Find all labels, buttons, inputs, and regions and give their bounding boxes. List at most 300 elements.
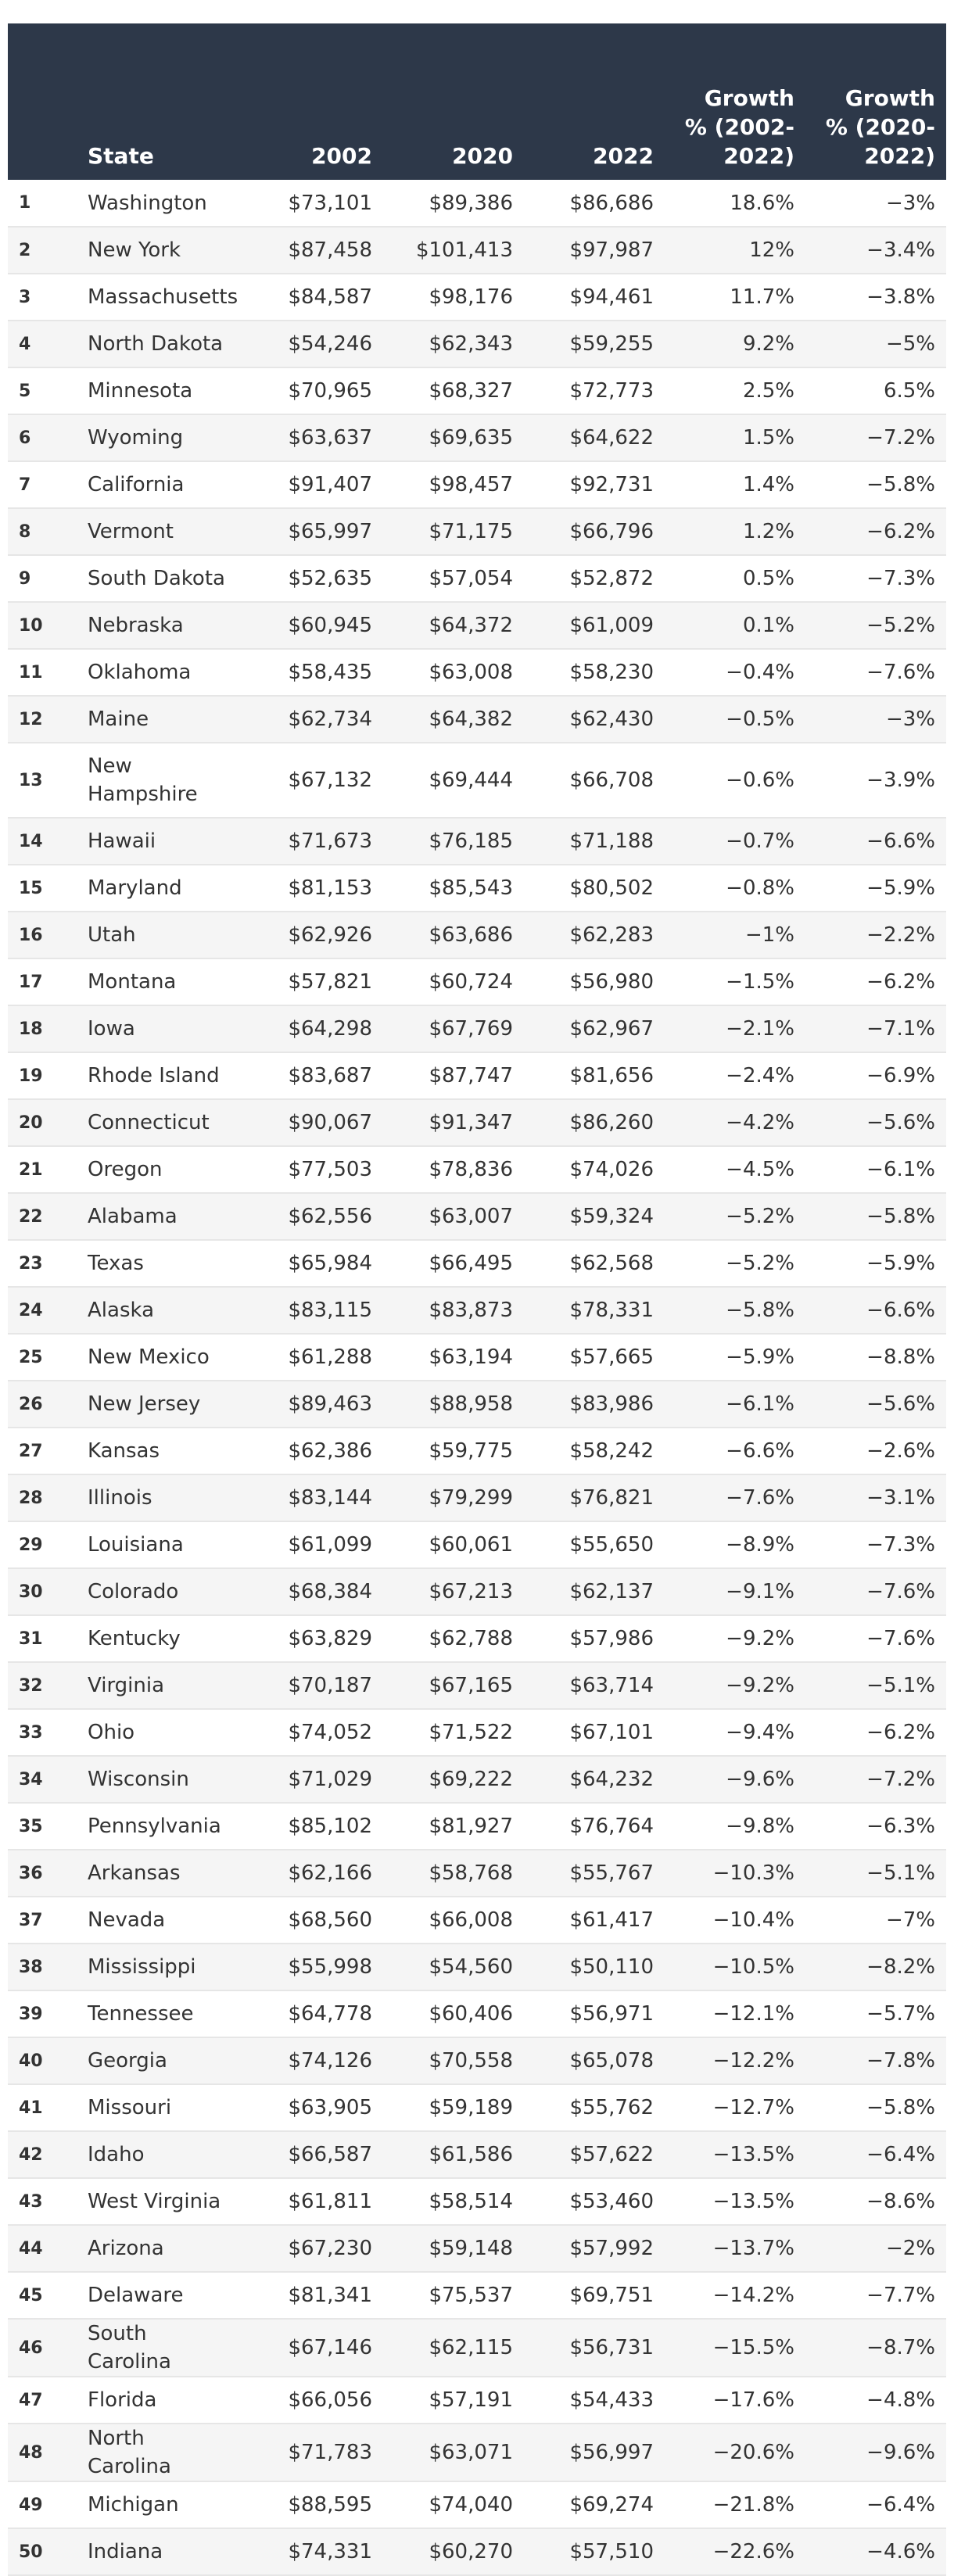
cell-2022: $62,283	[569, 923, 654, 947]
cell-state: Indiana	[88, 2540, 163, 2563]
cell-2022: $61,009	[569, 614, 654, 637]
cell-state: Montana	[88, 970, 177, 994]
cell-rank: 18	[19, 1019, 43, 1039]
cell-rank: 1	[19, 193, 31, 213]
cell-2020: $87,747	[429, 1064, 513, 1087]
cell-2002: $81,341	[288, 2284, 372, 2307]
cell-growth-2020-2022: −6.1%	[866, 1158, 935, 1181]
cell-growth-2002-2022: −2.1%	[726, 1017, 794, 1041]
cell-rank: 17	[19, 972, 43, 992]
header-rank	[8, 23, 86, 180]
cell-2002: $70,965	[288, 379, 372, 403]
cell-state: California	[88, 473, 185, 496]
cell-rank: 40	[19, 2051, 43, 2071]
cell-rank: 29	[19, 1535, 43, 1555]
cell-2002: $61,288	[288, 1345, 372, 1369]
table-row	[8, 649, 946, 696]
cell-2022: $78,331	[569, 1299, 654, 1322]
cell-rank: 24	[19, 1300, 43, 1320]
cell-rank: 38	[19, 1957, 43, 1977]
table-row	[8, 555, 946, 602]
cell-2020: $63,194	[429, 1345, 513, 1369]
cell-state: Michigan	[88, 2493, 179, 2517]
cell-growth-2002-2022: −9.4%	[726, 1721, 794, 1744]
table-row	[8, 1897, 946, 1944]
cell-2022: $53,460	[569, 2190, 654, 2213]
cell-state: North Dakota	[88, 332, 224, 356]
cell-2022: $55,767	[569, 1861, 654, 1885]
cell-growth-2002-2022: −5.2%	[726, 1252, 794, 1275]
cell-growth-2002-2022: −15.5%	[712, 2336, 794, 2359]
cell-growth-2020-2022: −7.3%	[866, 1533, 935, 1557]
table-row	[8, 2225, 946, 2272]
cell-growth-2020-2022: −6.2%	[866, 970, 935, 994]
cell-2002: $91,407	[288, 473, 372, 496]
cell-growth-2002-2022: −8.9%	[726, 1533, 794, 1557]
cell-2022: $69,751	[569, 2284, 654, 2307]
cell-rank: 12	[19, 709, 43, 729]
cell-growth-2020-2022: −6.6%	[866, 1299, 935, 1322]
cell-rank: 14	[19, 831, 43, 851]
cell-2020: $66,008	[429, 1908, 513, 1932]
cell-2022: $62,568	[569, 1252, 654, 1275]
cell-2022: $97,987	[569, 238, 654, 262]
cell-growth-2020-2022: −7.1%	[866, 1017, 935, 1041]
table-row	[8, 367, 946, 414]
cell-2020: $59,189	[429, 2096, 513, 2119]
cell-growth-2002-2022: −0.4%	[726, 661, 794, 684]
cell-growth-2020-2022: −7.2%	[866, 1768, 935, 1791]
cell-state: Maine	[88, 708, 149, 731]
cell-state: Arizona	[88, 2237, 164, 2260]
cell-2002: $57,821	[288, 970, 372, 994]
cell-growth-2002-2022: −12.2%	[712, 2049, 794, 2073]
cell-2022: $62,430	[569, 708, 654, 731]
cell-state: Tennessee	[88, 2002, 194, 2026]
cell-growth-2002-2022: −12.7%	[712, 2096, 794, 2119]
cell-2022: $56,980	[569, 970, 654, 994]
cell-growth-2002-2022: −6.1%	[726, 1392, 794, 1416]
cell-2002: $62,166	[288, 1861, 372, 1885]
cell-rank: 23	[19, 1253, 43, 1274]
cell-growth-2020-2022: −7%	[885, 1908, 935, 1932]
table-row	[8, 2424, 946, 2481]
table-row	[8, 1381, 946, 1428]
cell-growth-2020-2022: −5.1%	[866, 1674, 935, 1697]
cell-growth-2002-2022: 1.4%	[742, 473, 794, 496]
cell-growth-2020-2022: −7.6%	[866, 1627, 935, 1650]
cell-2022: $56,971	[569, 2002, 654, 2026]
cell-growth-2020-2022: −5.1%	[866, 1861, 935, 1885]
cell-growth-2002-2022: −13.5%	[712, 2143, 794, 2166]
cell-2020: $63,686	[429, 923, 513, 947]
cell-growth-2002-2022: −21.8%	[712, 2493, 794, 2517]
cell-2002: $70,187	[288, 1674, 372, 1697]
cell-2020: $62,115	[429, 2336, 513, 2359]
cell-growth-2002-2022: −0.5%	[726, 708, 794, 731]
cell-2002: $89,463	[288, 1392, 372, 1416]
cell-growth-2020-2022: −5.9%	[866, 876, 935, 900]
cell-rank: 28	[19, 1488, 43, 1508]
cell-2002: $67,146	[288, 2336, 372, 2359]
cell-state: New Mexico	[88, 1345, 210, 1369]
cell-2022: $50,110	[569, 1955, 654, 1979]
cell-growth-2002-2022: 2.5%	[742, 379, 794, 403]
cell-state: Wyoming	[88, 426, 184, 450]
header-2022[interactable]: 2022	[593, 143, 654, 169]
cell-rank: 41	[19, 2098, 43, 2118]
cell-2022: $65,078	[569, 2049, 654, 2073]
cell-growth-2020-2022: −7.7%	[866, 2284, 935, 2307]
cell-growth-2002-2022: 1.2%	[742, 520, 794, 543]
cell-growth-2002-2022: −12.1%	[712, 2002, 794, 2026]
cell-2020: $67,769	[429, 1017, 513, 1041]
cell-growth-2020-2022: −3%	[885, 708, 935, 731]
table-row	[8, 1052, 946, 1099]
cell-rank: 27	[19, 1441, 43, 1461]
cell-growth-2002-2022: −5.8%	[726, 1299, 794, 1322]
cell-2020: $62,788	[429, 1627, 513, 1650]
cell-growth-2020-2022: −5.2%	[866, 614, 935, 637]
cell-rank: 46	[19, 2338, 43, 2358]
cell-growth-2020-2022: −6.3%	[866, 1815, 935, 1838]
cell-growth-2002-2022: −17.6%	[712, 2388, 794, 2412]
cell-state: Virginia	[88, 1674, 165, 1697]
cell-growth-2020-2022: −8.8%	[866, 1345, 935, 1369]
cell-rank: 47	[19, 2390, 43, 2410]
cell-2022: $86,260	[569, 1111, 654, 1134]
cell-2002: $55,998	[288, 1955, 372, 1979]
cell-2020: $54,560	[429, 1955, 513, 1979]
cell-rank: 35	[19, 1816, 43, 1836]
cell-2022: $58,242	[569, 1439, 654, 1463]
cell-growth-2002-2022: −9.8%	[726, 1815, 794, 1838]
cell-growth-2020-2022: −5.6%	[866, 1392, 935, 1416]
cell-2002: $52,635	[288, 567, 372, 590]
table-body	[8, 180, 946, 2575]
table-row	[8, 2037, 946, 2084]
table-row	[8, 321, 946, 367]
table-row	[8, 1005, 946, 1052]
table-row	[8, 1193, 946, 1240]
cell-2002: $85,102	[288, 1815, 372, 1838]
cell-growth-2002-2022: −20.6%	[712, 2441, 794, 2464]
cell-2020: $66,495	[429, 1252, 513, 1275]
cell-state: Nebraska	[88, 614, 184, 637]
cell-state: Arkansas	[88, 1861, 181, 1885]
cell-2002: $83,144	[288, 1486, 372, 1510]
cell-2020: $83,873	[429, 1299, 513, 1322]
cell-state: New York	[88, 238, 181, 262]
cell-rank: 49	[19, 2495, 43, 2515]
cell-growth-2020-2022: −5.7%	[866, 2002, 935, 2026]
cell-growth-2002-2022: −0.8%	[726, 876, 794, 900]
cell-state: Georgia	[88, 2049, 167, 2073]
cell-2002: $66,056	[288, 2388, 372, 2412]
cell-2022: $57,622	[569, 2143, 654, 2166]
cell-state: Idaho	[88, 2143, 145, 2166]
cell-state: Oklahoma	[88, 661, 192, 684]
cell-2022: $72,773	[569, 379, 654, 403]
cell-rank: 4	[19, 334, 31, 354]
cell-rank: 5	[19, 381, 31, 401]
cell-2020: $69,635	[429, 426, 513, 450]
cell-growth-2020-2022: −5%	[885, 332, 935, 356]
cell-rank: 43	[19, 2191, 43, 2212]
cell-growth-2002-2022: −9.2%	[726, 1674, 794, 1697]
cell-2020: $79,299	[429, 1486, 513, 1510]
cell-2022: $62,967	[569, 1017, 654, 1041]
cell-state: Oregon	[88, 1158, 163, 1181]
cell-state: Iowa	[88, 1017, 135, 1041]
cell-2022: $94,461	[569, 285, 654, 309]
cell-2002: $60,945	[288, 614, 372, 637]
cell-growth-2002-2022: −13.5%	[712, 2190, 794, 2213]
cell-2002: $65,997	[288, 520, 372, 543]
cell-2002: $54,246	[288, 332, 372, 356]
cell-state: South Carolina	[88, 2322, 171, 2374]
cell-growth-2002-2022: −9.2%	[726, 1627, 794, 1650]
cell-growth-2020-2022: −5.8%	[866, 1205, 935, 1228]
cell-growth-2002-2022: −22.6%	[712, 2540, 794, 2563]
cell-2020: $58,514	[429, 2190, 513, 2213]
cell-2020: $60,724	[429, 970, 513, 994]
cell-growth-2020-2022: −6.6%	[866, 829, 935, 853]
cell-growth-2020-2022: −6.4%	[866, 2493, 935, 2517]
cell-2022: $81,656	[569, 1064, 654, 1087]
cell-2002: $62,386	[288, 1439, 372, 1463]
cell-growth-2002-2022: −5.2%	[726, 1205, 794, 1228]
cell-2002: $74,126	[288, 2049, 372, 2073]
cell-2022: $61,417	[569, 1908, 654, 1932]
cell-growth-2020-2022: −6.4%	[866, 2143, 935, 2166]
cell-2022: $57,510	[569, 2540, 654, 2563]
cell-2002: $74,331	[288, 2540, 372, 2563]
cell-2022: $58,230	[569, 661, 654, 684]
header-row	[8, 23, 946, 180]
cell-2020: $68,327	[429, 379, 513, 403]
cell-rank: 20	[19, 1112, 43, 1133]
cell-2002: $83,115	[288, 1299, 372, 1322]
cell-2022: $64,622	[569, 426, 654, 450]
cell-2022: $74,026	[569, 1158, 654, 1181]
table-row	[8, 1756, 946, 1803]
cell-2022: $86,686	[569, 191, 654, 215]
cell-2022: $76,764	[569, 1815, 654, 1838]
cell-2020: $67,213	[429, 1580, 513, 1603]
cell-rank: 37	[19, 1910, 43, 1930]
cell-rank: 31	[19, 1628, 43, 1649]
cell-state: Massachusetts	[88, 285, 238, 309]
cell-2020: $59,775	[429, 1439, 513, 1463]
cell-growth-2020-2022: −6.9%	[866, 1064, 935, 1087]
cell-growth-2020-2022: −3.9%	[866, 769, 935, 792]
cell-growth-2002-2022: 12%	[749, 238, 794, 262]
cell-2020: $61,586	[429, 2143, 513, 2166]
cell-2020: $57,191	[429, 2388, 513, 2412]
table-row	[8, 865, 946, 912]
cell-rank: 42	[19, 2144, 43, 2165]
cell-growth-2020-2022: −5.8%	[866, 473, 935, 496]
table-row	[8, 1850, 946, 1897]
cell-2002: $81,153	[288, 876, 372, 900]
cell-2020: $71,175	[429, 520, 513, 543]
cell-growth-2020-2022: −4.8%	[866, 2388, 935, 2412]
cell-2002: $67,132	[288, 769, 372, 792]
cell-state: Texas	[88, 1252, 144, 1275]
table-row	[8, 1428, 946, 1474]
table-row	[8, 2377, 946, 2424]
cell-2020: $74,040	[429, 2493, 513, 2517]
cell-2002: $62,556	[288, 1205, 372, 1228]
cell-2002: $58,435	[288, 661, 372, 684]
header-growth-2002-2022[interactable]: Growth % (2002-2022)	[684, 85, 794, 169]
cell-2020: $67,165	[429, 1674, 513, 1697]
cell-2002: $63,829	[288, 1627, 372, 1650]
table-row	[8, 696, 946, 743]
table-row	[8, 1990, 946, 2037]
cell-rank: 30	[19, 1582, 43, 1602]
header-state[interactable]: State	[88, 143, 154, 169]
cell-rank: 8	[19, 521, 31, 542]
cell-2002: $74,052	[288, 1721, 372, 1744]
cell-2002: $71,673	[288, 829, 372, 853]
cell-state: Kentucky	[88, 1627, 181, 1650]
cell-2020: $59,148	[429, 2237, 513, 2260]
cell-2020: $75,537	[429, 2284, 513, 2307]
cell-2020: $64,372	[429, 614, 513, 637]
cell-growth-2002-2022: −0.7%	[726, 829, 794, 853]
cell-rank: 7	[19, 475, 31, 495]
cell-rank: 9	[19, 568, 31, 589]
cell-state: Florida	[88, 2388, 157, 2412]
cell-state: Missouri	[88, 2096, 172, 2119]
header-growth-2020-2022[interactable]: Growth % (2020-2022)	[825, 85, 935, 169]
cell-2002: $64,298	[288, 1017, 372, 1041]
cell-rank: 39	[19, 2004, 43, 2024]
table-row	[8, 912, 946, 958]
cell-2020: $69,444	[429, 769, 513, 792]
cell-2002: $73,101	[288, 191, 372, 215]
cell-growth-2020-2022: 6.5%	[883, 379, 935, 403]
cell-state: Alabama	[88, 1205, 178, 1228]
cell-2022: $59,324	[569, 1205, 654, 1228]
cell-rank: 21	[19, 1159, 43, 1180]
cell-2022: $67,101	[569, 1721, 654, 1744]
cell-2002: $66,587	[288, 2143, 372, 2166]
cell-rank: 10	[19, 615, 43, 636]
table-row	[8, 2319, 946, 2377]
cell-2002: $87,458	[288, 238, 372, 262]
header-2020[interactable]: 2020	[452, 143, 513, 169]
cell-rank: 3	[19, 287, 31, 307]
cell-2022: $92,731	[569, 473, 654, 496]
cell-rank: 44	[19, 2238, 43, 2259]
table-row	[8, 1662, 946, 1709]
table-row	[8, 2272, 946, 2319]
cell-state: Kansas	[88, 1439, 160, 1463]
cell-rank: 6	[19, 428, 31, 448]
cell-growth-2020-2022: −3.8%	[866, 285, 935, 309]
cell-growth-2002-2022: 0.5%	[742, 567, 794, 590]
cell-2022: $80,502	[569, 876, 654, 900]
data-table-container	[8, 23, 946, 2576]
cell-2020: $101,413	[415, 238, 513, 262]
table-row	[8, 602, 946, 649]
cell-2002: $71,029	[288, 1768, 372, 1791]
cell-2020: $69,222	[429, 1768, 513, 1791]
cell-growth-2002-2022: −2.4%	[726, 1064, 794, 1087]
cell-2022: $59,255	[569, 332, 654, 356]
cell-2020: $64,382	[429, 708, 513, 731]
cell-2020: $89,386	[429, 191, 513, 215]
cell-2002: $83,687	[288, 1064, 372, 1087]
cell-growth-2002-2022: −14.2%	[712, 2284, 794, 2307]
cell-2020: $62,343	[429, 332, 513, 356]
header-2002[interactable]: 2002	[311, 143, 372, 169]
cell-2020: $60,061	[429, 1533, 513, 1557]
table-row	[8, 743, 946, 818]
cell-2002: $88,595	[288, 2493, 372, 2517]
cell-growth-2020-2022: −8.2%	[866, 1955, 935, 1979]
cell-growth-2002-2022: −10.3%	[712, 1861, 794, 1885]
cell-rank: 26	[19, 1394, 43, 1414]
table-row	[8, 1287, 946, 1334]
cell-2020: $60,270	[429, 2540, 513, 2563]
cell-rank: 25	[19, 1347, 43, 1367]
cell-2002: $84,587	[288, 285, 372, 309]
cell-growth-2002-2022: −1%	[744, 923, 794, 947]
table-row	[8, 1615, 946, 1662]
cell-state: Vermont	[88, 520, 174, 543]
cell-2022: $66,708	[569, 769, 654, 792]
cell-growth-2002-2022: −5.9%	[726, 1345, 794, 1369]
table-row	[8, 461, 946, 508]
table-row	[8, 1521, 946, 1568]
cell-growth-2020-2022: −5.8%	[866, 2096, 935, 2119]
cell-growth-2020-2022: −5.6%	[866, 1111, 935, 1134]
table-header	[8, 23, 946, 180]
cell-2002: $65,984	[288, 1252, 372, 1275]
cell-2022: $64,232	[569, 1768, 654, 1791]
cell-2002: $67,230	[288, 2237, 372, 2260]
cell-rank: 22	[19, 1206, 43, 1227]
cell-2002: $64,778	[288, 2002, 372, 2026]
cell-rank: 19	[19, 1066, 43, 1086]
cell-growth-2020-2022: −2.2%	[866, 923, 935, 947]
cell-growth-2002-2022: −9.1%	[726, 1580, 794, 1603]
cell-2022: $62,137	[569, 1580, 654, 1603]
table-row	[8, 818, 946, 865]
cell-growth-2020-2022: −7.3%	[866, 567, 935, 590]
cell-2022: $54,433	[569, 2388, 654, 2412]
table-row	[8, 227, 946, 274]
cell-2020: $63,008	[429, 661, 513, 684]
cell-state: Connecticut	[88, 1111, 210, 1134]
cell-state: Illinois	[88, 1486, 152, 1510]
cell-2022: $76,821	[569, 1486, 654, 1510]
cell-2020: $88,958	[429, 1392, 513, 1416]
cell-growth-2020-2022: −6.2%	[866, 1721, 935, 1744]
cell-2020: $71,522	[429, 1721, 513, 1744]
table-row	[8, 1474, 946, 1521]
salary-table	[8, 23, 946, 2576]
cell-2020: $85,543	[429, 876, 513, 900]
cell-2020: $63,071	[429, 2441, 513, 2464]
cell-state: Ohio	[88, 1721, 135, 1744]
cell-rank: 33	[19, 1722, 43, 1743]
cell-2020: $98,176	[429, 285, 513, 309]
